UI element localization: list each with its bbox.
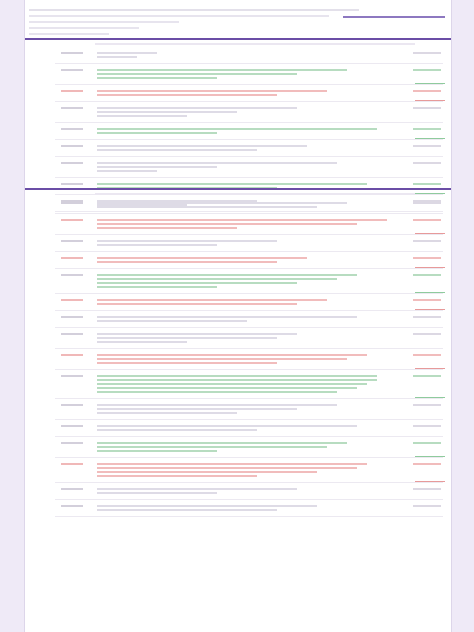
document-page — [24, 0, 452, 632]
list-item — [25, 352, 451, 370]
row-divider — [55, 122, 443, 123]
text-line — [97, 488, 297, 490]
text-line — [97, 149, 257, 151]
row-label — [61, 107, 83, 109]
row-divider — [55, 177, 443, 178]
row-score — [413, 505, 441, 507]
text-line — [97, 442, 347, 444]
section-divider — [25, 38, 451, 40]
text-line — [97, 257, 307, 259]
row-label — [61, 274, 83, 276]
list-item — [25, 503, 451, 517]
row-divider — [55, 63, 443, 64]
text-line — [97, 286, 217, 288]
subtitle-line — [29, 27, 139, 29]
text-line — [97, 261, 277, 263]
row-divider — [55, 268, 443, 269]
text-line — [97, 467, 357, 469]
list-item — [25, 217, 451, 235]
row-label — [61, 69, 83, 71]
list-item — [25, 160, 451, 178]
text-line — [97, 219, 387, 221]
row-label — [61, 90, 83, 92]
subtitle-line — [29, 21, 179, 23]
header-accent-bar — [343, 16, 445, 18]
text-line — [97, 162, 337, 164]
text-line — [97, 379, 377, 381]
row-label — [61, 219, 83, 221]
text-line — [97, 132, 217, 134]
row-label — [61, 316, 83, 318]
text-line — [97, 509, 277, 511]
row-label — [61, 488, 83, 490]
text-line — [97, 463, 367, 465]
row-label — [61, 145, 83, 147]
list-item — [25, 255, 451, 269]
text-line — [97, 404, 337, 406]
row-score — [413, 90, 441, 92]
list-item — [25, 126, 451, 140]
row-score — [413, 202, 441, 204]
row-score — [413, 375, 441, 377]
text-line — [97, 320, 247, 322]
text-line — [97, 274, 357, 276]
text-line — [97, 391, 337, 393]
text-line — [97, 387, 357, 389]
list-item — [25, 461, 451, 483]
text-line — [97, 223, 357, 225]
header-rule — [29, 9, 359, 11]
list-item — [25, 331, 451, 349]
list-item — [25, 67, 451, 85]
row-divider — [55, 251, 443, 252]
text-line — [97, 362, 277, 364]
text-line — [97, 77, 217, 79]
list-item — [25, 88, 451, 102]
text-line — [97, 90, 327, 92]
text-line — [97, 412, 237, 414]
row-divider — [55, 436, 443, 437]
text-line — [97, 166, 217, 168]
text-line — [97, 358, 347, 360]
subtitle-line — [29, 15, 329, 17]
row-label — [61, 463, 83, 465]
list-item — [25, 423, 451, 437]
row-divider — [55, 457, 443, 458]
row-divider — [55, 419, 443, 420]
text-line — [97, 450, 217, 452]
text-line — [97, 429, 257, 431]
text-line — [97, 354, 367, 356]
text-line — [97, 278, 337, 280]
row-label — [61, 183, 83, 185]
text-line — [97, 282, 297, 284]
subtitle-line — [29, 33, 109, 35]
row-label — [61, 299, 83, 301]
row-divider — [55, 516, 443, 517]
row-score — [413, 354, 441, 356]
text-line — [97, 299, 327, 301]
list-item — [25, 272, 451, 294]
text-line — [97, 170, 157, 172]
text-line — [97, 73, 297, 75]
text-line — [97, 475, 257, 477]
row-label — [61, 505, 83, 507]
row-label — [61, 162, 83, 164]
row-divider — [55, 327, 443, 328]
text-line — [97, 111, 237, 113]
section-header — [25, 41, 451, 47]
section-header — [25, 191, 451, 197]
row-label — [61, 128, 83, 130]
text-line — [97, 52, 157, 54]
row-score — [413, 488, 441, 490]
row-score — [413, 183, 441, 185]
text-line — [97, 145, 307, 147]
text-line — [97, 333, 297, 335]
text-line — [97, 383, 367, 385]
row-score — [413, 404, 441, 406]
text-line — [97, 341, 187, 343]
text-line — [97, 227, 237, 229]
list-item — [25, 297, 451, 311]
row-score — [413, 316, 441, 318]
list-item — [25, 105, 451, 123]
row-label — [61, 404, 83, 406]
list-item — [25, 50, 451, 64]
row-score — [413, 240, 441, 242]
text-line — [97, 240, 277, 242]
row-label — [61, 202, 83, 204]
text-line — [97, 303, 297, 305]
row-score — [413, 107, 441, 109]
text-line — [97, 316, 357, 318]
row-divider — [55, 499, 443, 500]
row-divider — [55, 213, 443, 214]
row-divider — [55, 482, 443, 483]
row-label — [61, 52, 83, 54]
list-item — [25, 200, 451, 214]
text-line — [97, 425, 357, 427]
text-line — [97, 337, 277, 339]
row-score — [413, 162, 441, 164]
list-item — [25, 238, 451, 252]
row-label — [61, 442, 83, 444]
text-line — [97, 375, 377, 377]
text-line — [97, 107, 297, 109]
row-score — [413, 463, 441, 465]
row-score — [413, 274, 441, 276]
row-divider — [55, 234, 443, 235]
row-score — [413, 425, 441, 427]
row-label — [61, 240, 83, 242]
list-item — [25, 486, 451, 500]
row-divider — [55, 310, 443, 311]
text-line — [97, 446, 327, 448]
text-line — [97, 128, 377, 130]
text-line — [97, 408, 297, 410]
row-divider — [55, 139, 443, 140]
row-label — [61, 375, 83, 377]
row-divider — [55, 398, 443, 399]
text-line — [97, 183, 367, 185]
text-line — [97, 505, 317, 507]
row-score — [413, 52, 441, 54]
row-divider — [55, 101, 443, 102]
row-divider — [55, 293, 443, 294]
text-line — [97, 69, 347, 71]
text-line — [97, 206, 317, 208]
row-score — [413, 219, 441, 221]
row-divider — [55, 348, 443, 349]
list-item — [25, 440, 451, 458]
text-line — [97, 94, 277, 96]
row-label — [61, 354, 83, 356]
text-line — [97, 244, 217, 246]
text-line — [97, 115, 187, 117]
list-item — [25, 402, 451, 420]
document-header — [25, 0, 451, 40]
list-item — [25, 373, 451, 399]
row-label — [61, 257, 83, 259]
text-line — [97, 56, 137, 58]
row-score — [413, 257, 441, 259]
section-divider — [25, 188, 451, 190]
row-divider — [55, 84, 443, 85]
row-score — [413, 69, 441, 71]
row-score — [413, 145, 441, 147]
text-line — [97, 202, 347, 204]
row-divider — [55, 369, 443, 370]
row-score — [413, 442, 441, 444]
text-line — [97, 471, 317, 473]
row-label — [61, 425, 83, 427]
row-divider — [55, 156, 443, 157]
row-score — [413, 128, 441, 130]
list-item — [25, 143, 451, 157]
text-line — [97, 492, 217, 494]
row-score — [413, 333, 441, 335]
row-score — [413, 299, 441, 301]
list-item — [25, 314, 451, 328]
row-label — [61, 333, 83, 335]
